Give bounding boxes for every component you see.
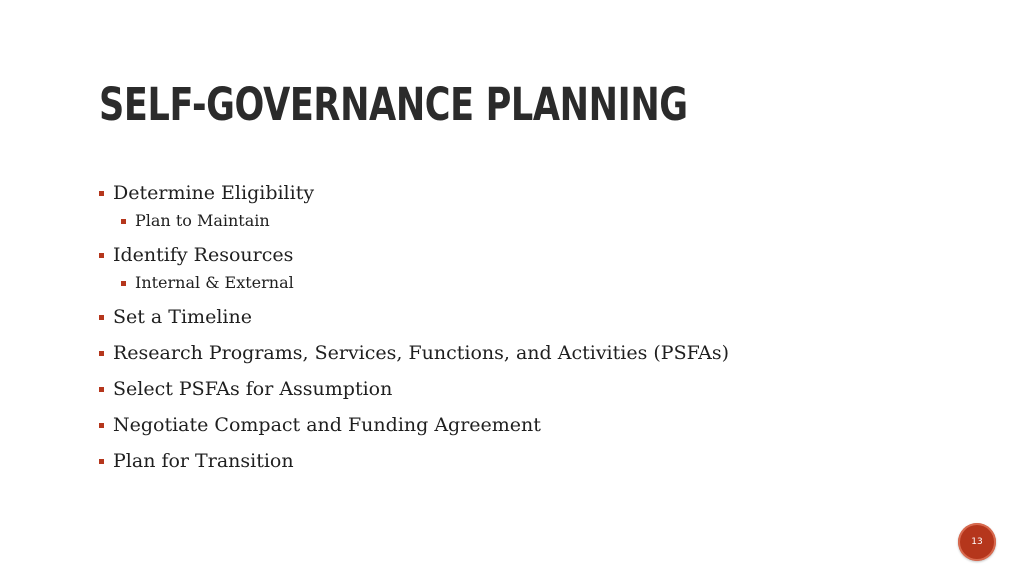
bullet-identify-resources: Identify Resources (99, 240, 919, 270)
bullet-research-psfas: Research Programs, Services, Functions, and Activities (PSFAs) (99, 338, 919, 368)
page-number: 13 (971, 537, 983, 547)
bullet-plan-transition: Plan for Transition (99, 446, 919, 476)
bullet-determine-eligibility: Determine Eligibility (99, 178, 919, 208)
bullet-list (99, 178, 919, 476)
slide-title: SELF-GOVERNANCE PLANNING (99, 78, 688, 131)
page-number-badge (958, 523, 996, 561)
bullet-negotiate-compact: Negotiate Compact and Funding Agreement (99, 410, 919, 440)
sub-bullet-internal-external: Internal & External (121, 270, 919, 296)
bullet-set-timeline: Set a Timeline (99, 302, 919, 332)
sub-bullet-plan-to-maintain: Plan to Maintain (121, 208, 919, 234)
bullet-select-psfas: Select PSFAs for Assumption (99, 374, 919, 404)
